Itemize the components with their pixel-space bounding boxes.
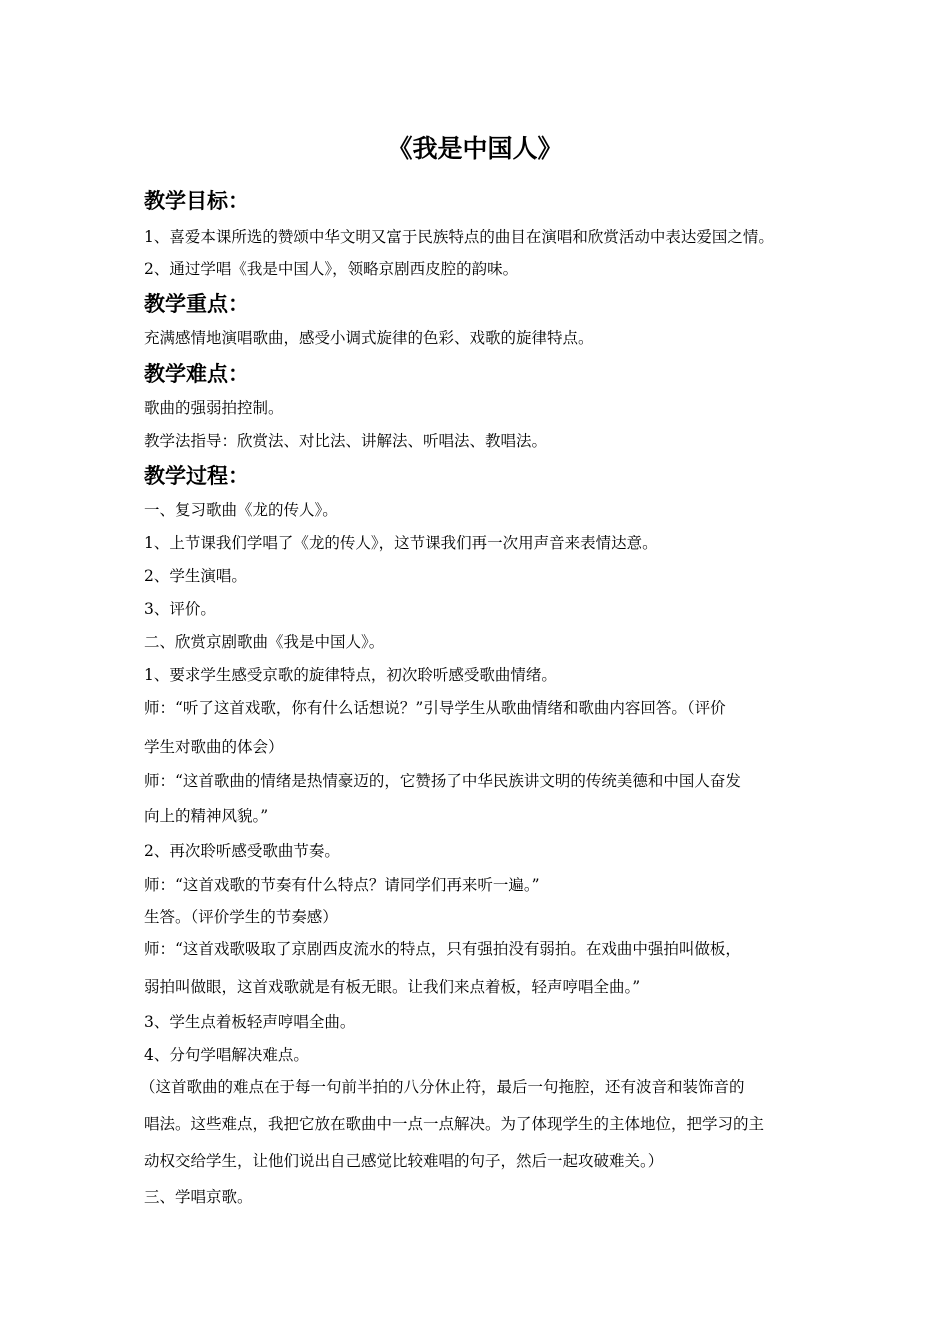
process-line: 动权交给学生，让他们说出自己感觉比较难唱的句子，然后一起攻破难关。） [144, 1152, 664, 1170]
heading-process: 教学过程： [144, 463, 249, 488]
process-line: 三、学唱京歌。 [144, 1188, 253, 1206]
process-line: 2、再次聆听感受歌曲节奏。 [144, 842, 340, 860]
objective-line: 2、通过学唱《我是中国人》，领略京剧西皮腔的韵味。 [144, 260, 519, 278]
process-line: 师：“这首戏歌吸取了京剧西皮流水的特点，只有强拍没有弱拍。在戏曲中强拍叫做板， [144, 940, 741, 958]
process-line: 学生对歌曲的体会） [144, 738, 284, 756]
objective-line: 1、喜爱本课所选的赞颂中华文明又富于民族特点的曲目在演唱和欣赏活动中表达爱国之情。 [144, 228, 774, 246]
process-line: 二、欣赏京剧歌曲《我是中国人》。 [144, 633, 385, 651]
process-line: 3、评价。 [144, 600, 216, 618]
process-line: 师：“这首戏歌的节奏有什么特点？请同学们再来听一遍。” [144, 876, 540, 894]
heading-keypoints: 教学重点： [144, 291, 249, 316]
process-line: （这首歌曲的难点在于每一句前半拍的八分休止符，最后一句拖腔，还有波音和装饰音的 [140, 1078, 745, 1096]
process-line: 向上的精神风貌。” [144, 807, 269, 825]
method-line: 教学法指导：欣赏法、对比法、讲解法、听唱法、教唱法。 [144, 432, 548, 450]
process-line: 师：“这首歌曲的情绪是热情豪迈的，它赞扬了中华民族讲文明的传统美德和中国人奋发 [144, 772, 741, 790]
process-line: 1、要求学生感受京歌的旋律特点，初次聆听感受歌曲情绪。 [144, 666, 557, 684]
process-line: 3、学生点着板轻声哼唱全曲。 [144, 1013, 356, 1031]
process-line: 一、复习歌曲《龙的传人》。 [144, 501, 338, 519]
process-line: 唱法。这些难点，我把它放在歌曲中一点一点解决。为了体现学生的主体地位，把学习的主 [144, 1115, 765, 1133]
process-line: 生答。（评价学生的节奏感） [144, 908, 338, 926]
process-line: 师：“听了这首戏歌，你有什么话想说？”引导学生从歌曲情绪和歌曲内容回答。（评价 [144, 699, 726, 717]
difficulty-line: 歌曲的强弱拍控制。 [144, 399, 284, 417]
process-line: 4、分句学唱解决难点。 [144, 1046, 309, 1064]
document-title: 《我是中国人》 [387, 134, 563, 163]
process-line: 弱拍叫做眼，这首戏歌就是有板无眼。让我们来点着板，轻声哼唱全曲。” [144, 978, 641, 996]
process-line: 2、学生演唱。 [144, 567, 247, 585]
heading-objectives: 教学目标： [144, 188, 249, 213]
keypoint-line: 充满感情地演唱歌曲，感受小调式旋律的色彩、戏歌的旋律特点。 [144, 329, 594, 347]
heading-difficulties: 教学难点： [144, 361, 249, 386]
process-line: 1、上节课我们学唱了《龙的传人》，这节课我们再一次用声音来表情达意。 [144, 534, 658, 552]
